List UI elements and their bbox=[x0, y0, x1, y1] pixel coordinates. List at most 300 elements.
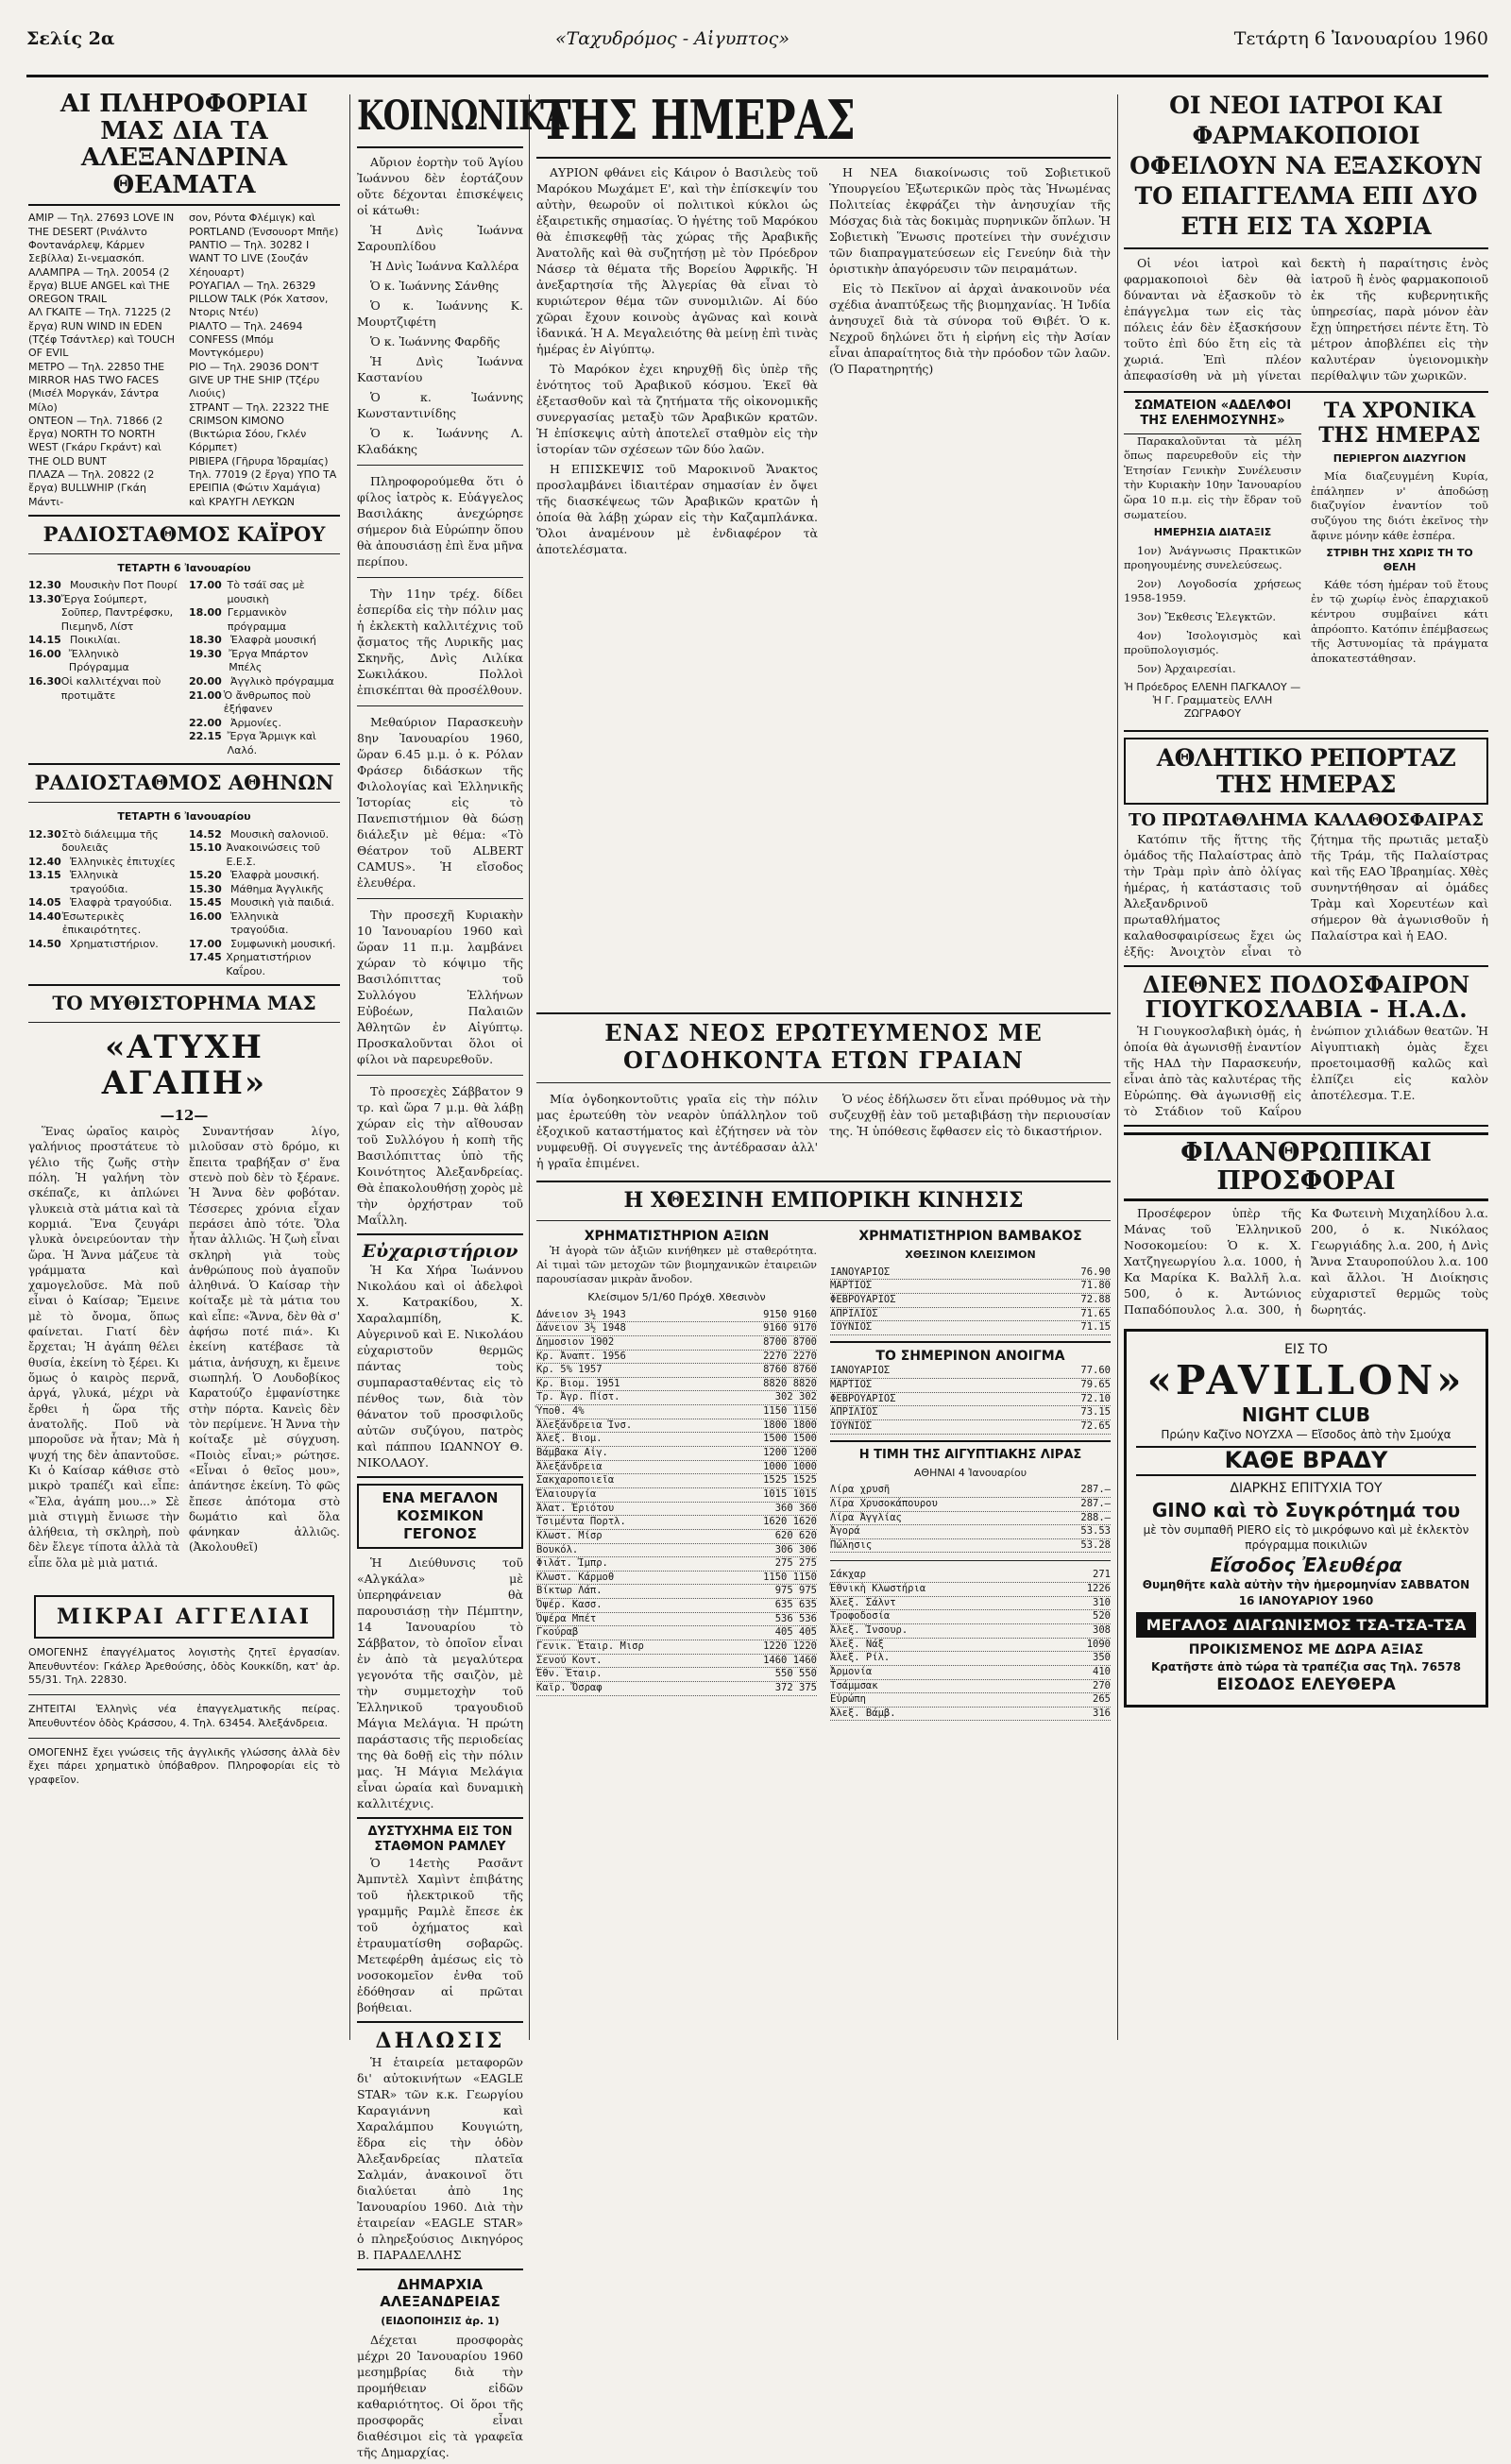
quote-values: 536 536 bbox=[774, 1612, 817, 1624]
municipality-text: Δέχεται προσφορὰς μέχρι 20 Ἰανουαρίου 1960 μεσημβρίας διὰ τὴν προμήθειαν εἰδῶν καθαριότητος. Οἱ ὅροι τῆς προσφορᾶς εἶναι διαθέσιμοι εἰς τὰ γραφεῖα τῆς Δημαρχίας. bbox=[357, 2333, 523, 2460]
cinema-entry: σον, Ρόντα Φλέμιγκ) καὶ PORTLAND (Ἐνσουορτ Μπῆε) bbox=[189, 212, 339, 238]
quote-row bbox=[536, 1405, 817, 1419]
quote-row bbox=[830, 1693, 1111, 1708]
quote-row bbox=[830, 1266, 1111, 1281]
quote-name: Πώλησις bbox=[830, 1538, 873, 1551]
quote-values: 405 405 bbox=[774, 1626, 817, 1639]
quote-row bbox=[830, 1379, 1111, 1393]
quote-name: Ἀλεξ. Ρίλ. bbox=[830, 1652, 891, 1664]
quote-values: 1226 bbox=[1086, 1583, 1111, 1595]
quote-row bbox=[536, 1530, 817, 1544]
ad-prizes: ΠΡΟΙΚΙΣΜΕΝΟΣ ΜΕ ΔΩΡΑ ΑΞΙΑΣ bbox=[1188, 1641, 1424, 1657]
quote-values: 270 bbox=[1093, 1679, 1111, 1691]
quote-name: Σενού Κοντ. bbox=[536, 1654, 603, 1666]
column-rule bbox=[1117, 94, 1118, 2040]
quote-values: 1500 1500 bbox=[763, 1433, 817, 1445]
schedule-row: 15.45 Μουσικὴ γιὰ παιδιά. bbox=[189, 896, 335, 909]
quote-values: 1460 1460 bbox=[763, 1654, 817, 1666]
of-the-day-heading: ΤΗΣ ΗΜΕΡΑΣ bbox=[540, 90, 855, 153]
quote-values: 520 bbox=[1093, 1610, 1111, 1623]
quote-values: 288.— bbox=[1080, 1511, 1111, 1523]
quote-values: 72.10 bbox=[1080, 1392, 1111, 1404]
quote-name: ΜΑΡΤΙΟΣ bbox=[830, 1280, 873, 1292]
cinema-entry: ΑΛ ΓΚΑΙΤΕ — Τηλ. 71225 (2 ἔργα) RUN WIND IN EDEN (Τζέφ Τσάντλερ) καὶ TOUCH OF EVIL bbox=[28, 306, 175, 360]
cinema-entry: ΠΛΑΖΑ — Τηλ. 20822 (2 ἔργα) BULLWHIP (Γκάη Μάντι- bbox=[28, 468, 155, 508]
quote-values: 287.— bbox=[1080, 1484, 1111, 1496]
quote-name: Βάμβακα Αἰγ. bbox=[536, 1447, 608, 1459]
misc-rows bbox=[830, 1569, 1111, 1721]
quote-name: Δημοσιον 1902 bbox=[536, 1335, 615, 1348]
quote-row bbox=[536, 1626, 817, 1640]
cinema-entry: ΟΝΤΕΟΝ — Τηλ. 71866 (2 ἔργα) NORTH TO NORTH WEST (Γκάρυ Γκράντ) καὶ THE OLD BUNT bbox=[28, 414, 163, 467]
quote-values: 71.15 bbox=[1080, 1321, 1111, 1334]
quote-name: Κλωστ. Μίσρ bbox=[536, 1529, 603, 1541]
quote-name: Γκούραβ bbox=[536, 1626, 579, 1639]
society-signature: Ἡ Πρόεδρος ΕΛΕΝΗ ΠΑΓΚΑΛΟΥ — Ἡ Γ. Γραμματεὺς ΕΛΛΗ ΖΩΓΡΑΦΟΥ bbox=[1124, 680, 1301, 721]
quote-name: Φιλάτ. Ἰμπρ. bbox=[536, 1557, 608, 1570]
municipality-heading: ΔΗΜΑΡΧΙΑ ΑΛΕΞΑΝΔΡΕΙΑΣ bbox=[380, 2275, 501, 2311]
name-entry: Ἡ Δνὶς Ἰωάννα Καλλέρα bbox=[370, 258, 519, 273]
quote-values: 72.88 bbox=[1080, 1294, 1111, 1306]
quote-name: Ἀλατ. Ἐριότου bbox=[536, 1502, 615, 1514]
classifieds-heading: ΜΙΚΡΑΙ ΑΓΓΕΛΙΑΙ bbox=[56, 1605, 313, 1630]
society-section bbox=[1124, 399, 1301, 724]
chronicles-text-2: Κάθε τόση ἡμέραν τοῦ ἔτους ἐν τῷ χωρίῳ ἐνὸς ἐπαρχιακοῦ κέντρου συμβαίνει κάτι ἀπρόοπτο. Κατόπιν ἐπέμβασεως τῆς Ἀστυνομίας τὰ πράγματα ἀποκατεστάθησαν. bbox=[1311, 577, 1488, 665]
radio-athens-day: ΤΕΤΑΡΤΗ 6 Ἰανουαρίου bbox=[117, 810, 251, 824]
quote-values: 79.65 bbox=[1080, 1379, 1111, 1391]
classifieds-list bbox=[28, 1646, 340, 1786]
quote-values: 287.— bbox=[1080, 1497, 1111, 1509]
quote-row bbox=[536, 1378, 817, 1392]
declaration-heading: ΔΗΛΩΣΙΣ bbox=[375, 2029, 505, 2054]
quote-name: ΜΑΡΤΙΟΣ bbox=[830, 1379, 873, 1391]
schedule-row: 17.45 Χρηματιστήριον Καΐρου. bbox=[189, 951, 312, 977]
name-entry: Ἡ Δνὶς Ἰωάννα Καστανίου bbox=[357, 353, 523, 384]
schedule-row: 14.15 Ποικιλίαι. bbox=[28, 634, 121, 647]
quote-row bbox=[536, 1503, 817, 1517]
ad-artist: GINO καὶ τὸ Συγκρότημά του bbox=[1151, 1498, 1461, 1521]
cotton-section bbox=[830, 1229, 1111, 1722]
stocks-heading: ΧΡΗΜΑΤΙΣΤΗΡΙΟΝ ΑΞΙΩΝ bbox=[584, 1228, 770, 1244]
schedule-row: 12.30 Στὸ διάλειμμα τῆς δουλειᾶς bbox=[28, 827, 159, 855]
schedule-row: 15.30 Μάθημα Ἀγγλικῆς bbox=[189, 882, 324, 895]
schedule-row: 16.30 Οἱ καλλιτέχναι ποὺ προτιμᾶτε bbox=[28, 675, 161, 702]
quote-name: ΙΟΥΝΙΟΣ bbox=[830, 1321, 873, 1334]
quote-values: 1220 1220 bbox=[763, 1640, 817, 1653]
schedule-row: 21.00 Ὁ ἄνθρωπος ποὺ ἐξήφανεν bbox=[189, 688, 311, 716]
quote-values: 1090 bbox=[1086, 1638, 1111, 1650]
quote-name: Λίρα χρυσῆ bbox=[830, 1484, 891, 1496]
old-love-text-right: Ὁ νέος ἐδήλωσεν ὅτι εἶναι πρόθυμος νὰ τὴν συζευχθῇ ἐὰν τοῦ μεταβιβάσῃ τὴν περιουσίαν της. Ἡ ὑπόθεσις ἔφθασεν εἰς τὸ δικαστήριον. bbox=[829, 1091, 1111, 1138]
quote-values: 310 bbox=[1093, 1596, 1111, 1608]
quote-row bbox=[536, 1585, 817, 1599]
quote-row bbox=[536, 1668, 817, 1682]
schedule-row: 13.15 Ἑλληνικὰ τραγούδια. bbox=[28, 869, 128, 895]
schedule-row: 12.40 Ἐλληνικὲς ἐπιτυχίες bbox=[28, 855, 176, 868]
schedule-row: 17.00 Τὸ τσάϊ σας μὲ μουσικὴ bbox=[189, 579, 305, 605]
quote-row bbox=[536, 1599, 817, 1613]
quote-values: 550 550 bbox=[774, 1668, 817, 1680]
schedule-row: 18.30 Ἑλαφρὰ μουσική bbox=[189, 634, 316, 647]
quote-name: Τσάμμσακ bbox=[830, 1679, 878, 1691]
stocks-text: Ἡ ἀγορὰ τῶν ἀξιῶν κινήθηκεν μὲ σταθερότητα. Αἱ τιμαὶ τῶν μετοχῶν τῶν βιομηχανικῶν ἐταιρειῶν παρουσίασαν μικρὰν ἄνοδον. bbox=[536, 1245, 817, 1286]
quote-values: 271 bbox=[1093, 1569, 1111, 1581]
quote-values: 77.60 bbox=[1080, 1365, 1111, 1377]
thanks-text: Ἡ Κα Χήρα Ἰωάννου Νικολάου καὶ οἱ ἀδελφοὶ Χ. Κατρακίδου, Χ. Χαραλαμπίδη, Κ. Αὐγερινοῦ καὶ Ε. Νικολάου εὐχαριστοῦν θερμῶς πάντας τοὺς συμπαρασταθέντας εἰς τὸ πένθος των, διὰ τὸν θάνατον τοῦ προσφιλοῦς αὐτῶν συζύγου, πατρὸς καὶ πάππου ΙΩΑΝΝΟΥ Θ. ΝΙΚΟΛΑΟΥ. bbox=[357, 1263, 523, 1470]
quote-row bbox=[830, 1680, 1111, 1694]
cinema-listings bbox=[28, 212, 340, 509]
quote-values: 71.80 bbox=[1080, 1280, 1111, 1292]
sports-heading: ΑΘΛΗΤΙΚΟ ΡΕΠΟΡΤΑΖ ΤΗΣ ΗΜΕΡΑΣ bbox=[1124, 738, 1488, 805]
quote-row bbox=[536, 1391, 817, 1405]
ad-location: Πρώην Καζῖνο ΝΟΥΖΧΑ — Εἴσοδος ἀπὸ τὴν Σμούχα bbox=[1161, 1428, 1452, 1442]
name-entry: Ὁ κ. Ἰωάννης Κ. Μουρτζιφέτη bbox=[357, 297, 523, 329]
quote-values: 635 635 bbox=[774, 1599, 817, 1611]
quote-name: Κλωστ. Κάρμοθ bbox=[536, 1571, 615, 1583]
ad-pretitle: ΕΙΣ ΤΟ bbox=[1284, 1342, 1328, 1358]
commerce-heading: Η ΧΘΕΣΙΝΗ ΕΜΠΟΡΙΚΗ ΚΙΝΗΣΙΣ bbox=[623, 1187, 1024, 1213]
quote-values: 53.28 bbox=[1080, 1538, 1111, 1551]
quote-name: Ὀψέρ. Κασσ. bbox=[536, 1599, 603, 1611]
quote-row bbox=[536, 1655, 817, 1669]
quote-row bbox=[830, 1512, 1111, 1526]
column-rule bbox=[529, 94, 530, 2040]
schedule-row: 12.30 Μουσικὴν Ποτ Πουρί bbox=[28, 579, 178, 592]
cinema-entry: ΡΙΑΛΤΟ — Τηλ. 24694 CONFESS (Μπόμ Μοντγκόμερυ) bbox=[189, 319, 303, 360]
social-section: Αὔριον ἑορτὴν τοῦ Ἁγίου Ἰωάννου δὲν ἑορτάζουν οὔτε δέχονται ἐπισκέψεις οἱ κάτωθι: Ἡ Δνὶς Ἰωάννα Σαρουπλίδου Ἡ Δνὶς Ἰωάννα Καλλέρα Ὁ κ. Ἰωάννης Σάνθης Ὁ κ. Ἰωάννης Κ. Μουρτζιφέτη Ὁ κ. Ἰωάννης Φαρδῆς Ἡ Δνὶς Ἰωάννα Καστανίου Ὁ κ. Ἰωάννης Κωνσταντινίδης Ὁ κ. Ἰωάννης Λ. Κλαδάκης Πληροφορούμεθα ὅτι ὁ φίλος ἰατρὸς κ. Εὐάγγελος Βασιλάκης ἀνεχώρησε σήμερον διὰ Εὐρώπην ὅπου θὰ ἀπουσιάσῃ ἐπὶ ἕνα μῆνα περίπου. Τὴν 11ην τρέχ. δίδει ἑσπερίδα εἰς τὴν πόλιν μας ἡ ἐκλεκτὴ καλλιτέχνις τοῦ ᾄσματος τῆς Λυρικῆς μας Σκηνῆς, Δνὶς Λιλίκα Σωκιλάκου. Πολλοὶ ἐπισκέπται θὰ προσέλθουν. Μεθαύριον Παρασκευὴν 8ην Ἰανουαρίου 1960, ὥραν 6.45 μ.μ. ὁ κ. Ρόλαν Φράσερ διδάσκων τῆς Φιλολογίας καὶ Ἑλληνικῆς Ἱστορίας εἰς τὸ Πανεπιστήμιον θὰ δώσῃ διάλεξιν μὲ θέμα: «Τὸ Θέατρον τοῦ ALBERT CAMUS». Ἡ εἴσοδος ἐλευθέρα. Τὴν προσεχῆ Κυριακὴν 10 Ἰανουαρίου 1960 καὶ ὥραν 11 π.μ. λαμβάνει χώραν τὸ κόψιμο τῆς Βασιλόπιττας τοῦ Συλλόγου Ἑλλήνων Εὐβοέων, Παλαιῶν Ἀθλητῶν ἐν Αἰγύπτῳ. Προσκαλοῦνται ὅλοι οἱ φίλοι νὰ παρευρεθοῦν. Τὸ προσεχὲς Σάββατον 9 τρ. καὶ ὥρα 7 μ.μ. θὰ λάβῃ χώραν εἰς τὴν αἴθουσαν τοῦ Συλλόγου ἡ κοπὴ τῆς Βασιλόπιττας ὑπὸ τῆς Κοινότητος Ἀλεξανδρείας. Θὰ ἐπακολουθήσῃ χορὸς μὲ τὴν ὀρχήστραν τοῦ Μαΐλλη. bbox=[357, 154, 523, 1227]
quote-name: ΙΑΝΟΥΑΡΙΟΣ bbox=[830, 1365, 891, 1377]
chronicles-subheading-2: ΣΤΡΙΒΗ ΤΗΣ ΧΩΡΙΣ ΤΗ ΤΟ ΘΕΛΗ bbox=[1326, 547, 1473, 573]
quote-row bbox=[830, 1498, 1111, 1512]
declaration-text: Ἡ ἑταιρεία μεταφορῶν δι' αὐτοκινήτων «EAGLE STAR» τῶν κ.κ. Γεωργίου Καραγιάννη καὶ Χαραλάμπου Κουγιώτη, ἕδρα εἰς τὴν ὁδὸν Ἀλεξανδρείας πλατεῖα Σαλμάν, ἀνακοινοῖ ὅτι διαλύεται ἀπὸ 1ης Ἰανουαρίου 1960. Διὰ τὴν ἑταιρείαν «EAGLE STAR» ὁ πληρεξούσιος Δικηγόρος Β. ΠΑΡΑΔΕΛΛΗΣ bbox=[357, 2054, 523, 2262]
column-rule bbox=[349, 94, 350, 2040]
ad-reminder: Θυμηθῆτε καλὰ αὐτὴν τὴν ἡμερομηνίαν ΣΑΒΒΑΤΟΝ 16 ΙΑΝΟΥΑΡΙΟΥ 1960 bbox=[1142, 1578, 1470, 1607]
pound-subheading: ΑΘΗΝΑΙ 4 Ἰανουαρίου bbox=[913, 1466, 1027, 1479]
accident-text: Ὁ 14ετὴς Ρασᾶντ Ἀμπντὲλ Χαμὶντ ἐπιβάτης τοῦ ἠλεκτρικοῦ τῆς γραμμῆς Ραμλὲ ἔπεσε ἐκ τοῦ ὀχήματος καὶ ἐτραυματίσθη σοβαρῶς. Μετεφέρθη ἀμέσως εἰς τὸ νοσοκομεῖον ἐνθα τοῦ ἐδόθησαν αἱ πρῶται βοήθειαι. bbox=[357, 1856, 523, 2015]
agenda-item: 3ον) Ἔκθεσις Ἐλεγκτῶν. bbox=[1137, 610, 1276, 624]
quote-name: Σακχαροποιεῖα bbox=[536, 1474, 615, 1487]
novel-text-right: Συναντήσαν λίγο, μιλοῦσαν στὸ δρόμο, κι ἔπειτα τραβήξαν σ' ἕνα στενὸ ποὺ δὲν τὸ ξέρανε. Ἡ Ἄννα δὲν φοβόταν. Τέσσερες χρόνια εἶχαν περάσει ἀπὸ τότε. Ὅλα ἦταν ἀλλιῶς. Ἡ ζωὴ εἶναι σκληρὴ γιὰ τοὺς ἀνθρώπους ποὺ ἀγαποῦν ἀληθινά. Ὁ Καίσαρ τὴν κοίταξε μὲ τὰ μάτια του καὶ εἶπε: «Ἄννα, δὲν θὰ σ' ἀφήσω ποτέ πιά». Κι ἐκείνη κατέβασε τὰ μάτια, ἀνήσυχη, κι ἔμεινε σιωπηλή. Ὁ Λουδοβίκος Καρατούζο ἐμφανίστηκε στὴν πόρτα. Κανεὶς δὲν τὸν περίμενε. Ἡ Ἄννα τὴν κοίταξε μὲ σύγχυση. «Ποιὸς εἶναι;» ρώτησε. «Εἶναι ὁ θεῖος μου», ἀπάντησε ἐκείνη. Τὸ φῶς ἔπεσε ἀπότομα στὸ δωμάτιο καὶ ὅλα φάνηκαν ἀλλιῶς. (Ἀκολουθεῖ) bbox=[189, 1125, 340, 1555]
quote-values: 302 302 bbox=[774, 1391, 817, 1403]
classified-ad: ΟΜΟΓΕΝΗΣ ἔχει γνώσεις τῆς ἀγγλικῆς γλώσσης ἀλλὰ δὲν ἔχει πάρει χρηματικὸ ὑπόβαθρον. Πληροφορίαι εἰς τὸ γραφεῖον. bbox=[28, 1745, 340, 1786]
novel-part: —12— bbox=[160, 1107, 209, 1125]
quote-name: Ἀλεξ. Βάμβ. bbox=[830, 1707, 896, 1719]
schedule-row: 14.05 Ἑλαφρὰ τραγούδια. bbox=[28, 896, 173, 909]
cinema-entry: ΜΕΤΡΟ — Τηλ. 22850 THE MIRROR HAS TWO FACES (Μισέλ Μοργκάν, Σάντρα Μίλο) bbox=[28, 360, 165, 414]
agenda-item: 5ον) Ἀρχαιρεσίαι. bbox=[1137, 661, 1236, 675]
page-number: Σελίς 2α bbox=[26, 28, 115, 49]
old-love-heading: ΕΝΑΣ ΝΕΟΣ ΕΡΩΤΕΥΜΕΝΟΣ ΜΕ ΟΓΔΟΗΚΟΝΤΑ ΕΤΩΝ ΓΡΑΙΑΝ bbox=[604, 1019, 1043, 1074]
pound-rows bbox=[830, 1484, 1111, 1553]
quote-name: ΙΟΥΝΙΟΣ bbox=[830, 1420, 873, 1433]
quote-name: Βίκτωρ Λάπ. bbox=[536, 1585, 603, 1597]
quote-name: Κρ. Ἀναπτ. 1956 bbox=[536, 1350, 626, 1362]
classified-ad: ΖΗΤΕΙΤΑΙ Ἑλληνὶς νέα ἐπαγγελματικῆς πείρας. Ἀπευθυντέον ὁδὸς Κράσσου, 4. Τηλ. 63454. Ἀλεξάνδρεια. bbox=[28, 1703, 340, 1729]
cinema-entry: ΡΟΥΑΓΙΑΛ — Τηλ. 26329 PILLOW TALK (Ρόκ Χατσον, Ντορις Ντέυ) bbox=[189, 279, 329, 319]
market-section bbox=[536, 1007, 1111, 1721]
quote-values: 9160 9170 bbox=[763, 1322, 817, 1334]
cinema-entry: ΑΜΙΡ — Τηλ. 27693 LOVE IN THE DESERT (Ρινάλντο Φοντανάρλεψ, Κάρμεν Σεβίλλα) Σι-νεμασκόπ. bbox=[28, 212, 175, 265]
quote-name: Εὐρώπη bbox=[830, 1693, 866, 1706]
quote-row bbox=[830, 1321, 1111, 1335]
quote-name: Τροφοδοσία bbox=[830, 1610, 891, 1623]
quote-name: Λίρα Ἀγγλίας bbox=[830, 1511, 902, 1523]
cinema-entry: ΡΙΒΙΕΡΑ (Γῆρυρα Ἰδραμίας) Τηλ. 77019 (2 ἔργα) ΥΠΟ ΤΑ ΕΡΕΙΠΙΑ (Φώτιν Χαμάγια) καὶ ΚΡΑΥΓΗ ΛΕΥΚΩΝ bbox=[189, 454, 337, 508]
quote-name: Καϊρ. Ὄσραφ bbox=[536, 1681, 603, 1693]
quote-values: 1150 1150 bbox=[763, 1405, 817, 1418]
classified-ad: ΟΜΟΓΕΝΗΣ ἐπαγγέλματος λογιστὴς ζητεῖ ἐργασίαν. Ἀπευθυντέον: Γκάλερ Ἀρεθούσης, ὁδὸς Κουκκίδη, κατ' ἀρ. 55/31. Τηλ. 22830. bbox=[28, 1646, 340, 1687]
quote-row bbox=[536, 1364, 817, 1378]
quote-row bbox=[536, 1613, 817, 1627]
agenda-item: 1ον) Ἀνάγνωσις Πρακτικῶν προηγουμένης συνελεύσεως. bbox=[1124, 543, 1301, 572]
quote-values: 306 306 bbox=[774, 1543, 817, 1555]
quote-name: ΑΠΡΙΛΙΟΣ bbox=[830, 1406, 878, 1419]
quote-row bbox=[830, 1539, 1111, 1554]
column-1 bbox=[28, 91, 340, 1787]
quote-values: 265 bbox=[1093, 1693, 1111, 1706]
quote-row bbox=[830, 1365, 1111, 1379]
quote-row bbox=[830, 1652, 1111, 1666]
quote-values: 2270 2270 bbox=[763, 1350, 817, 1362]
quote-row bbox=[536, 1488, 817, 1503]
quote-name: ΑΠΡΙΛΙΟΣ bbox=[830, 1307, 878, 1319]
cinema-entry: ΡΙΟ — Τηλ. 29036 DON'T GIVE UP THE SHIP (Τζέρυ Λιούις) bbox=[189, 360, 320, 400]
quote-name: Ἀλεξάνδρεια Ἰνσ. bbox=[536, 1419, 633, 1431]
quote-row bbox=[536, 1433, 817, 1447]
agenda-heading: ΗΜΕΡΗΣΙΑ ΔΙΑΤΑΞΙΣ bbox=[1153, 526, 1272, 539]
quote-values: 620 620 bbox=[774, 1529, 817, 1541]
quote-row bbox=[830, 1610, 1111, 1624]
newspaper-name: «Ταχυδρόμος - Αἰγυπτος» bbox=[555, 28, 789, 49]
pound-heading: Η ΤΙΜΗ ΤΗΣ ΑΙΓΥΠΤΙΑΚΗΣ ΛΙΡΑΣ bbox=[858, 1447, 1082, 1462]
schedule-row: 16.00 Ἑλληνικὰ τραγούδια. bbox=[189, 909, 289, 937]
column-4 bbox=[1124, 91, 1488, 1708]
quote-name: Ἀλεξ. Σάλντ bbox=[830, 1596, 896, 1608]
quote-values: 72.65 bbox=[1080, 1420, 1111, 1433]
schedule-row: 13.30 Ἔργα Σούμπερτ, Σοῦπερ, Παντρέφσκυ, Πιεμηνδ, Λίστ bbox=[28, 592, 174, 633]
quote-values: 308 bbox=[1093, 1624, 1111, 1636]
chronicles-text-1: Μία διαζευγμένη Κυρία, ἐπάληπεν ν' ἀποδώσῃ διαζυγίον ἐναντίον τοῦ συζύγου της διότι ἐκεῖνος τὴν ἄφινε μόνην κάθε ἑσπέρα. bbox=[1311, 469, 1488, 542]
doctors-text: Οἱ νέοι ἰατροὶ καὶ φαρμακοποιοὶ δὲν θὰ δύνανται νὰ ἐξασκοῦν τὸ ἐπάγγελμα των εἰς τὰς πόλεις ἐάν δὲν ἐξασκήσουν τοῦτο ἐπὶ δύο ἔτη εἰς τὰ χωριά. Ἐπὶ πλέον ἀπεφασίσθη νὰ μὴ γίνεται δεκτὴ ἡ παραίτησις ἑνὸς ἰατροῦ ἢ ἑνὸς φαρμακοποιοῦ ἐκ τῆς κυβερνητικῆς ὑπηρεσίας, παρὰ μόνον ἐὰν ἔχῃ ὑπηρετήσει πέντε ἔτη. Τὸ μέτρον ἀποβλέπει εἰς τὴν καλυτέραν ὑγειονομικὴν περίθαλψιν τῶν χωρικῶν. bbox=[1124, 256, 1488, 382]
quote-values: 1620 1620 bbox=[763, 1516, 817, 1528]
thanks-heading: Εὐχαριστήριον bbox=[362, 1240, 518, 1262]
quote-row bbox=[830, 1420, 1111, 1435]
quote-values: 73.15 bbox=[1080, 1406, 1111, 1419]
quote-row bbox=[536, 1461, 817, 1475]
schedule-row: 17.00 Συμφωνικὴ μουσική. bbox=[189, 937, 336, 950]
quote-name: Ἐλαιουργία bbox=[536, 1487, 597, 1500]
quote-values: 350 bbox=[1093, 1652, 1111, 1664]
quote-row bbox=[536, 1682, 817, 1696]
radio-cairo-heading: ΡΑΔΙΟΣΤΑΘΜΟΣ ΚΑΪΡΟΥ bbox=[42, 521, 326, 546]
quote-row bbox=[536, 1447, 817, 1461]
accident-heading: ΔΥΣΤΥΧΗΜΑ ΕΙΣ ΤΟΝ ΣΤΑΘΜΟΝ ΡΑΜΛΕΥ bbox=[367, 1824, 513, 1854]
schedule-row: 15.20 Ἑλαφρὰ μουσική. bbox=[189, 869, 320, 882]
quote-row bbox=[830, 1280, 1111, 1294]
quote-values: 360 360 bbox=[774, 1502, 817, 1514]
cinema-entry: PANTIO — Τηλ. 30282 I WANT TO LIVE (Σουζάν Χέηουαρτ) bbox=[189, 238, 310, 279]
quote-row bbox=[830, 1666, 1111, 1680]
quote-row bbox=[830, 1569, 1111, 1583]
quote-row bbox=[536, 1516, 817, 1530]
quote-row bbox=[830, 1583, 1111, 1597]
quote-values: 76.90 bbox=[1080, 1266, 1111, 1278]
pavillon-advertisement bbox=[1124, 1329, 1488, 1708]
social-heading: ΚΟΙΝΩΝΙΚΑ bbox=[357, 91, 569, 140]
quote-name: Βουκόλ. bbox=[536, 1543, 579, 1555]
football-heading: ΔΙΕΘΝΕΣ ΠΟΔΟΣΦΑΙΡΟΝ ΓΙΟΥΓΚΟΣΛΑΒΙΑ - Η.Α.Δ. bbox=[1142, 971, 1470, 1024]
quote-values: 1015 1015 bbox=[763, 1487, 817, 1500]
cotton-heading: ΧΡΗΜΑΤΙΣΤΗΡΙΟΝ ΒΑΜΒΑΚΟΣ bbox=[858, 1228, 1082, 1244]
novel-text-left: Ἕνας ὡραῖος καιρὸς γαλήνιος προστάτευε τὸ γέλιο τῆς ζωῆς στὴν πόλη. Ἡ γαλήνη τὸν σκέπαζε, κι ἀπλώνει γλυκειὰ στὰ μάτια καὶ τὰ κορμιά. Ἕνα ζευγάρι γλυκὰ ὀνειρεύονταν τὴν ὥρα. Ἡ Ἄννα μάζευε τὰ γράμματα καὶ χαμογελοῦσε. Μὰ ποῦ εἶναι ὁ Καίσαρ; Ἔμεινε μὲ τὸ ὄνομα, ὅπως φαίνεται. Γιατί δὲν ἔρχεται; Ἡ ἀγάπη θέλει θυσία, ἐκείνη τὸ ξέρει. Κι ὅμως ὁ καιρὸς περνᾶ, ἀργά, γλυκά, μέχρι νὰ ἔρθει ἡ ὥρα τῆς ἀνατολῆς. Ποῦ νὰ μποροῦσε νὰ ἦταν; Μὰ ἡ ψυχή της δὲν ἀπαντοῦσε. Κι ὁ Καίσαρ κάθισε στὸ μικρὸ τραπέζι καὶ εἶπε: «Ἔλα, ἀγάπη μου...» Σὲ μιὰ στιγμὴ ἔνιωσε τὴν ἀλήθεια, τὴ σκληρὴ, ποὺ δὲν ἔλεγε τίποτα ἀλλὰ τὰ εἶπε ὅλα μὲ μιὰ ματιά. bbox=[28, 1125, 179, 1570]
quote-name: Τσιμέντα Πορτλ. bbox=[536, 1516, 626, 1528]
quote-values: 1800 1800 bbox=[763, 1419, 817, 1431]
ad-with: μὲ τὸν συμπαθῆ PIERO εἰς τὸ μικρόφωνο καὶ μὲ ἐκλεκτὸν πρόγραμμα ποικιλιῶν bbox=[1143, 1522, 1469, 1553]
quote-name: Ἀρμονία bbox=[830, 1665, 873, 1677]
schedule-row: 15.10 Ἀνακοινώσεις τοῦ Ε.Ε.Σ. bbox=[189, 841, 320, 868]
ad-entry: Εἴσοδος Ἐλευθέρα bbox=[1210, 1554, 1402, 1577]
society-heading: ΣΩΜΑΤΕΙΟΝ «ΑΔΕΛΦΟΙ ΤΗΣ ΕΛΕΗΜΟΣΥΝΗΣ» bbox=[1124, 399, 1301, 434]
quote-name: Ἀλεξ. Νάξ bbox=[830, 1638, 884, 1650]
ad-success: ΔΙΑΡΚΗΣ ΕΠΙΤΥΧΙΑ ΤΟΥ bbox=[1230, 1481, 1383, 1497]
quote-row bbox=[830, 1525, 1111, 1539]
quote-row bbox=[830, 1484, 1111, 1498]
radio-cairo-schedule bbox=[28, 579, 340, 757]
cosmic-text: Ἡ Διεύθυνσις τοῦ «Αλγκάλα» μὲ ὑπερηφάνειαν θὰ παρουσιάσῃ τὴν Πέμπτην, 14 Ἰανουαρίου τὸ Σάββατον, τὸ ὁποῖον εἶναι ἐν ἀπὸ τὰ μεγαλύτερα γεγονότα τῆς σαιζὸν, μὲ τὴν συμμετοχὴν τοῦ Ἑλληνικοῦ τραγουδιοῦ Μάγια Μελάγια. Ἡ πρώτη παράστασις τῆς περιοδείας της θὰ δοθῇ εἰς τὴν πόλιν μας. Ἡ Μάγια Μελάγια εἶναι ὡραία καὶ δυναμικὴ καλλιτέχνις. bbox=[357, 1555, 523, 1810]
column-3 bbox=[536, 91, 1111, 733]
schedule-row: 14.52 Μουσικὴ σαλονιοῦ. bbox=[189, 827, 330, 841]
quote-values: 1200 1200 bbox=[763, 1447, 817, 1459]
chronicles-subheading-1: ΠΕΡΙΕΡΓΟΝ ΔΙΑΖΥΓΙΟΝ bbox=[1333, 451, 1467, 465]
quote-name: Ἀλεξάνδρεια bbox=[536, 1460, 603, 1472]
schedule-row: 20.00 Ἀγγλικὸ πρόγραμμα bbox=[189, 675, 334, 688]
quote-row bbox=[536, 1557, 817, 1572]
quote-row bbox=[830, 1294, 1111, 1308]
name-entry: Ὁ κ. Ἰωάννης Σάνθης bbox=[370, 278, 500, 293]
charity-heading: ΦΙΛΑΝΘΡΩΠΙΚΑΙ ΠΡΟΣΦΟΡΑΙ bbox=[1124, 1132, 1488, 1201]
name-entry: Ὁ κ. Ἰωάννης Φαρδῆς bbox=[370, 333, 501, 348]
of-the-day-text-left: ΑΥΡΙΟΝ φθάνει εἰς Κάιρον ὁ Βασιλεὺς τοῦ Μαρόκου Μωχάμετ Ε', καὶ τὴν ἐπίσκεψίν του αὐτὴν, θεωροῦν οἱ πολιτικοὶ κύκλοι ὡς ἐξαιρετικῆς σημασίας. Ὁ ἡγέτης τοῦ Μαρόκου θὰ ἐπισκεφθῇ τὰς χώρας τῆς Ἀραβικῆς Ἀνατολῆς καὶ θὰ συζητήσῃ μὲ τὸν Πρόεδρον Νάσερ τὰ θέματα τῆς Βορείου Ἀφρικῆς. Ἡ ἀνεξαρτησία τῆς Ἀλγερίας θὰ εἶναι τὸ κυριώτερον θέμα τῶν συνομιλιῶν. Αἱ δύο χῶραι ἔχουν κοινοὺς ἀγῶνας καὶ κοινὰ ἰδανικά. Ἡ Α. Μεγαλειότης θὰ μείνῃ ἐπὶ τινὰς ἡμέρας ἐν Αἰγύπτῳ. Τὸ Μαρόκον ἐχει κηρυχθῇ δὶς ὑπὲρ τῆς ἑνότητος τοῦ Ἀραβικοῦ κόσμου. Ἐκεῖ θὰ ἐξετασθοῦν καὶ τὰ ζητήματα τῆς οἰκονομικῆς συνεργασίας μεταξὺ τῶν Ἀραβικῶν κρατῶν. Ἡ ἐπίσκεψις αὐτὴ ἀποτελεῖ σταθμὸν εἰς τὴν ἱστορίαν τῶν σχέσεων τῶν δύο λαῶν. Η ΕΠΙΣΚΕΨΙΣ τοῦ Μαροκινοῦ Ἄνακτος προσλαμβάνει ἰδιαιτέραν σημασίαν ἐν ὄψει τῆς διασκέψεως τῶν Ἀραβικῶν κρατῶν ἡ ὁποία θὰ λάβῃ χώραν εἰς τὴν Καζαμπλάνκα. Ὅλοι ἀναμένουν μὲ ἐνδιαφέρον τὰ ἀποτελέσματα. bbox=[536, 165, 818, 557]
stocks-subheading: Κλείσιμον 5/1/60 Πρόχθ. Χθεσινὸν bbox=[587, 1291, 766, 1304]
quote-row bbox=[536, 1474, 817, 1488]
quote-values: 71.65 bbox=[1080, 1307, 1111, 1319]
schedule-row: 22.15 Ἔργα Ἄρμιγκ καὶ Λαλό. bbox=[189, 730, 316, 756]
quote-values: 410 bbox=[1093, 1665, 1111, 1677]
ad-reserve: Κρατῆστε ἀπὸ τώρα τὰ τραπέζια σας Τηλ. 76578 bbox=[1150, 1659, 1462, 1674]
quote-name: ΙΑΝΟΥΑΡΙΟΣ bbox=[830, 1266, 891, 1278]
opening-rows bbox=[830, 1365, 1111, 1434]
schedule-row: 19.30 Ἔργα Μπάρτον Μπέλς bbox=[189, 647, 309, 674]
quote-row bbox=[830, 1639, 1111, 1653]
quote-row bbox=[536, 1351, 817, 1365]
quote-name: Ὀψέρα Μπέτ bbox=[536, 1612, 597, 1624]
old-love-text-left: Μία ὀγδοηκοντοῦτις γραῖα εἰς τὴν πόλιν μας ἐρωτεύθη τὸν νεαρὸν ὑπάλληλον τοῦ ἐξοχικοῦ καταστήματος καὶ ἐζήτησεν νὰ τὸν νυμφευθῇ. Οἱ συγγενεῖς της ἀντέδρασαν ἀλλ' ἡ γραῖα ἐπιμένει. bbox=[536, 1091, 818, 1170]
schedule-row: 16.00 Ἔλληνικὸ Πρόγραμμα bbox=[28, 647, 129, 674]
sports-text: Κατόπιν τῆς ἥττης τῆς ὁμάδος τῆς Παλαίστρας ἀπὸ τὴν Τρὰμ πρὶν ἀπὸ ὀλίγας ἡμέρας, ἡ κατάστασις τοῦ Ἀλεξανδρινοῦ πρωταθλήματος καλαθοσφαιρίσεως ἔχει ὡς ἑξῆς: Ἀνοιχτὸν εἶναι τὸ ζήτημα τῆς πρωτιᾶς μεταξὺ τῆς Τράμ, τῆς Παλαίστρας καὶ τῆς ΕΑΟ Ἰβραημίας. Χθὲς συνηντήθησαν αἱ ὁμάδες Τρὰμ καὶ Χορευτέων καὶ σήμερον θὰ ἀγωνισθοῦν ἡ Παλαίστρα καὶ ἡ ΕΑΟ. bbox=[1124, 832, 1488, 960]
cinema-entry: ΑΛΑΜΠΡΑ — Τηλ. 20054 (2 ἔργα) BLUE ANGEL καὶ THE OREGON TRAIL bbox=[28, 265, 170, 306]
quote-values: 275 275 bbox=[774, 1557, 817, 1570]
quote-values: 1525 1525 bbox=[763, 1474, 817, 1487]
quote-row bbox=[830, 1624, 1111, 1639]
agenda-list bbox=[1124, 544, 1301, 677]
quote-values: 8760 8760 bbox=[763, 1364, 817, 1376]
quote-row bbox=[536, 1336, 817, 1351]
cinema-entry: ΣΤΡΑΝΤ — Τηλ. 22322 THE CRIMSON KIMONO (Βικτώρια Σόου, Γκλέν Κόρμπετ) bbox=[189, 400, 330, 454]
quote-row bbox=[536, 1544, 817, 1558]
quote-row bbox=[830, 1406, 1111, 1420]
quote-name: Ἐθνικὴ Κλωστήρια bbox=[830, 1583, 926, 1595]
ad-venue-name: «PAVILLON» bbox=[1146, 1357, 1466, 1404]
quote-row bbox=[536, 1572, 817, 1586]
name-entry: Ἡ Δνὶς Ἰωάννα Σαρουπλίδου bbox=[357, 222, 523, 253]
cotton-rows bbox=[830, 1266, 1111, 1335]
quote-name: Κρ. Βιομ. 1951 bbox=[536, 1377, 620, 1389]
schedule-row: 18.00 Γερμανικὸν πρόγραμμα bbox=[189, 606, 287, 633]
stocks-table bbox=[536, 1229, 817, 1722]
radio-athens-heading: ΡΑΔΙΟΣΤΑΘΜΟΣ ΑΘΗΝΩΝ bbox=[34, 771, 334, 795]
quote-name: Ἐθν. Ἐταιρ. bbox=[536, 1668, 603, 1680]
quote-name: Ἀλεξ. Βιομ. bbox=[536, 1433, 603, 1445]
classifieds-box bbox=[34, 1595, 334, 1639]
quote-row bbox=[536, 1640, 817, 1655]
society-text: Παρακαλοῦνται τὰ μέλη ὅπως παρευρεθοῦν εἰς τὴν Ἐτησίαν Γενικὴν Συνέλευσιν τὴν Κυριακὴν 10ην Ἰανουαρίου ὥρα 10 π.μ. εἰς τὴν ἕδραν τοῦ σωματείου. bbox=[1124, 433, 1301, 521]
quote-name: Τρ. Ἀγρ. Πίστ. bbox=[536, 1391, 620, 1403]
issue-date: Τετάρτη 6 Ἰανουαρίου 1960 bbox=[1233, 28, 1488, 49]
schedule-row: 14.50 Χρηματιστήριον. bbox=[28, 937, 159, 950]
radio-cairo-day: ΤΕΤΑΡΤΗ 6 Ἰανουαρίου bbox=[117, 562, 251, 575]
stocks-rows bbox=[536, 1309, 817, 1696]
quote-values: 1000 1000 bbox=[763, 1460, 817, 1472]
quote-row bbox=[536, 1322, 817, 1336]
quote-name: Γενικ. Ἐταιρ. Μισρ bbox=[536, 1640, 644, 1653]
quote-name: Λίρα Χρυσοκάπουρου bbox=[830, 1497, 938, 1509]
ad-contest: ΜΕΓΑΛΟΣ ΔΙΑΓΩΝΙΣΜΟΣ ΤΣΑ-ΤΣΑ-ΤΣΑ bbox=[1136, 1612, 1476, 1638]
quote-name: Κρ. 5% 1957 bbox=[536, 1364, 603, 1376]
cinema-list-left bbox=[28, 212, 179, 509]
chronicles-section bbox=[1311, 399, 1488, 724]
ad-every-evening: ΚΑΘΕ ΒΡΑΔΥ bbox=[1136, 1446, 1476, 1476]
quote-name: Ἀγορά bbox=[830, 1525, 860, 1538]
quote-values: 372 375 bbox=[774, 1681, 817, 1693]
quote-row bbox=[536, 1419, 817, 1434]
name-entry: Ὁ κ. Ἰωάννης Λ. Κλαδάκης bbox=[357, 425, 523, 456]
quote-name: Δάνειον 3½ 1943 bbox=[536, 1308, 626, 1320]
sports-subheading: ΤΟ ΠΡΩΤΑΘΛΗΜΑ ΚΑΛΑΘΟΣΦΑΙΡΑΣ bbox=[1129, 810, 1484, 831]
quote-name: Ἀλεξ. Ἰνσουρ. bbox=[830, 1624, 908, 1636]
ad-venue-type: NIGHT CLUB bbox=[1241, 1403, 1371, 1427]
schedule-row: 14.40 Ἐσωτερικὲς ἐπικαιρότητες. bbox=[28, 909, 142, 937]
cosmic-heading: ΕΝΑ ΜΕΓΑΛΟΝ ΚΟΣΜΙΚΟΝ ΓΕΓΟΝΟΣ bbox=[357, 1484, 523, 1548]
quote-values: 53.53 bbox=[1080, 1525, 1111, 1538]
quote-values: 1150 1150 bbox=[763, 1571, 817, 1583]
novel-section-heading: ΤΟ ΜΥΘΙΣΤΟΡΗΜΑ ΜΑΣ bbox=[52, 992, 316, 1015]
quote-values: 316 bbox=[1093, 1707, 1111, 1719]
agenda-item: 2ον) Λογοδοσία χρήσεως 1958-1959. bbox=[1124, 576, 1301, 605]
quote-name: ΦΕΒΡΟΥΑΡΙΟΣ bbox=[830, 1294, 896, 1306]
schedule-row: 22.00 Ἀρμονίες. bbox=[189, 716, 282, 729]
football-text: Ἡ Γιουγκοσλαβικὴ ὁμάς, ἡ ὁποία θὰ ἀγωνισθῇ ἐναντίον τῆς ΗΑΔ τὴν Παρασκευήν, εἶναι ἀπὸ τὰς καλυτέρας τῆς Εὐρώπης. Θὰ ἀγωνισθῇ εἰς τὸ Στάδιον τοῦ Καΐρου ἐνώπιον χιλιάδων θεατῶν. Ἡ Αἰγυπτιακὴ ὁμὰς ἔχει προετοιμασθῇ καλῶς καὶ ἐλπίζει εἰς καλὸν ἀποτέλεσμα. Τ.Ε. bbox=[1124, 1023, 1488, 1118]
quote-values: 8700 8700 bbox=[763, 1335, 817, 1348]
cinema-list-right bbox=[189, 212, 340, 509]
quote-values: 9150 9160 bbox=[763, 1308, 817, 1320]
quote-name: Ὑποθ. 4% bbox=[536, 1405, 585, 1418]
masthead bbox=[26, 21, 1488, 77]
quote-name: Σάκχαρ bbox=[830, 1569, 866, 1581]
quote-values: 975 975 bbox=[774, 1585, 817, 1597]
quote-name: ΦΕΒΡΟΥΑΡΙΟΣ bbox=[830, 1392, 896, 1404]
novel-title: «ΑΤΥΧΗ ΑΓΑΠΗ» bbox=[101, 1028, 267, 1102]
quote-values: 8820 8820 bbox=[763, 1377, 817, 1389]
